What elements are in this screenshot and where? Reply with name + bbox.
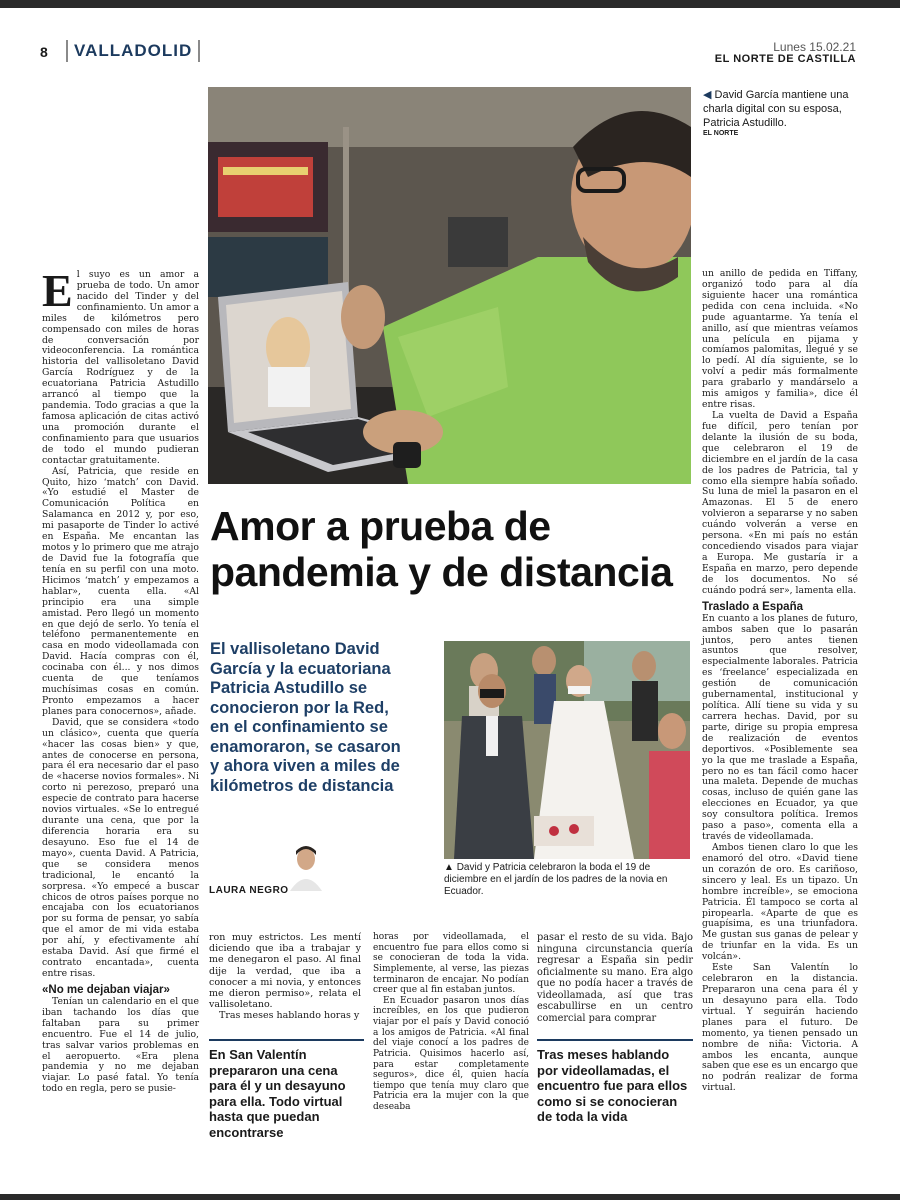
bottom-border xyxy=(0,1194,900,1200)
section-label: VALLADOLID xyxy=(66,40,200,62)
wedding-photo-caption xyxy=(444,862,694,898)
pull-quote: En San Valentín prepararon una cena para él y un desayuno para ella. Todo virtual hasta que puedan encontrarse xyxy=(209,1039,364,1140)
newspaper-name: EL NORTE DE CASTILLA xyxy=(714,53,856,65)
article-paragraph: En cuanto a los planes de futuro, ambos saben que lo pasarán juntos, pero antes tienen asuntos que resolver, especialmente laborales. Patricia es ‘freelance’ especializada en gestión de comunicación gubernamental, institucional y política. Allí tiene su vida y su carrera hechas. David, por su parte, dirige su propia empresa de realización de eventos deportivos. «Posiblemente sea yo la que me traslade a España, pero no es tan fácil como hacer una maleta. Depende de muchas cosas, incluso de quién gane las elecciones en Ecuador, ya que soy consultora política. Iremos paso a paso», comenta ella a través de videollamada. xyxy=(702,612,858,843)
article-column-2 xyxy=(209,932,361,1022)
main-photo xyxy=(208,87,691,484)
article-paragraph: David, que se considera «todo un clásico», cuenta que quería «hacer las cosas bien» y que, antes de conocerse en persona, para él era necesario dar el paso de «hacerse novios formales». Ni corto ni perezoso, preparó una especie de contrato para hacerse novios virtuales. «Se lo entregué durante una cena, que por la diferencia horaria era su desayuno. Eso fue el 14 de mayo», cuenta David. A Patricia, que se considera menos tradicional, le encantó la sorpresa. «Yo empecé a buscar chicos de otros países porque no encajaba con los ecuatorianos por su forma de pensar, yo sabía que el amor de mi vida estaba por ahí, y efectivamente ahí estaba David. Así que firmé el contrato encantada», cuenta entre risas. xyxy=(42,716,199,979)
section-subtitle: Traslado a España xyxy=(702,600,803,613)
wedding-photo xyxy=(444,641,690,859)
article-paragraph: ron muy estrictos. Les mentí diciendo que iba a trabajar y me denegaron el paso. Al final dije la verdad, que iba a conocer a mi novia, y entonces me dieron permiso», relata el vallisoletano. xyxy=(209,932,361,1011)
article-column-5 xyxy=(702,269,858,1094)
main-photo-caption-text: David García mantiene una charla digital con su esposa, Patricia Astudillo. xyxy=(703,89,849,129)
main-photo-caption xyxy=(703,88,863,130)
article-paragraph: La vuelta de David a España fue difícil, pero tenían por delante la ilusión de su boda, que celebraron el 19 de diciembre en el jardín de la casa de los padres de Patricia, tal y como ella siempre había soñado. Su luna de miel la pasaron en el Amazonas. El 5 de enero volvieron a separarse y no saben cuándo volverán a verse en persona. «En mi país no están concediendo visados para viajar a Europa. Me gustaría ir a España en marzo, pero depende de los documentos. No sé cuándo podrá ser», lamenta ella. xyxy=(702,409,858,596)
photo-credit: EL NORTE xyxy=(703,130,739,137)
article-paragraph: Tenían un calendario en el que iban tachando los días que faltaban para su primer encuentro. Fue el 14 de julio, tras salvar varios problemas en el aeropuerto. «Era plena pandemia y no me dejaban viajar. Lo pasé fatal. Yo tenía todo en regla, pero se pusie- xyxy=(42,995,199,1095)
article-paragraph: Tras meses hablando horas y xyxy=(219,1010,360,1022)
wedding-photo-caption-text: David y Patricia celebraron la boda el 19 de diciembre en el jardín de los padres de la novia en Ecuador. xyxy=(444,862,668,897)
section-subtitle: «No me dejaban viajar» xyxy=(42,983,170,996)
page-number: 8 xyxy=(40,44,48,60)
headline: Amor a prueba de pandemia y de distancia xyxy=(210,503,673,595)
article-column-3 xyxy=(373,932,529,1113)
article-paragraph: Así, Patricia, que reside en Quito, hizo ‘match’ con David. «Yo estudié el Master de Comunicación Política en Salamanca en 2012 y, por eso, mi pasaporte de Tinder lo activé en España. Me encantan las motos y lo primero que me atrajo de David fue la fotografía que tenía en su perfil con una moto. Hicimos ‘match’ y empezamos a hablar», cuenta ella. «Al principio era una simple amistad. Pero llegó un momento en que dejó de serlo. Yo tenía el teléfono permanentemente en casa en modo videollamada con David. Hacía compras con él, cocinaba con él... y nos dimos cuenta de que teníamos muchísimas cosas en común. Pronto empezamos a hacer planes para conocernos», añade. xyxy=(42,465,199,717)
issue-date: Lunes 15.02.21 xyxy=(773,40,856,54)
article-column-1 xyxy=(42,265,199,1095)
paragraph-text: l suyo es un amor a prueba de todo. Un amor nacido del Tinder y del confinamiento. Un amor a miles de kilómetros pero compensado con miles de horas de conversación por videoconferencia. La romántica historia del vallisoletano David García Rodríguez y de la ecuatoriana Patricia Astudillo arrancó al tiempo que la pandemia. Todo gracias a que la famosa aplicación de citas activó una promoción durante el confinamiento para que usuarios de todo el mundo pudieran contactar gratuitamente. xyxy=(42,269,199,466)
caption-triangle-icon: ▲ xyxy=(444,862,457,873)
article-paragraph: Este San Valentín lo celebraron en la distancia. Prepararon una cena para él y un desayuno para ella. Todo virtual. Y seguirán haciendo planes para el futuro. De momento, ya tienen pensado un nombre de niña: Victoria. A ambos les encanta, aunque saben que ese es un encargo que no podrán realizar de forma virtual. xyxy=(702,962,858,1094)
caption-arrow-icon: ◀ xyxy=(703,89,712,101)
top-border xyxy=(0,0,900,8)
article-paragraph: Ambos tienen claro lo que les enamoró del otro. «David tiene un corazón de oro. Es cariñoso, sincero y leal. Es un tipazo. Un hombre increíble», se emociona Patricia. Él tampoco se corta al piropearla. «Aparte de que es guapísima, es una triunfadora. Me gustan sus ganas de pelear y de triunfar en la vida. Es un volcán». xyxy=(702,842,858,963)
article-column-4 xyxy=(537,932,693,1024)
author-photo xyxy=(282,843,330,891)
article-paragraph: En Ecuador pasaron unos días increíbles, en los que pudieron viajar por el país y David conoció a los amigos de Patricia. «Al final del viaje conocí a los padres de Patricia. Quisimos hacerlo así, para estar completamente seguros», dice él, quien hacía tiempo que tenía muy claro que Patricia era la mujer con la que deseaba xyxy=(373,995,529,1112)
article-paragraph: un anillo de pedida en Tiffany, organizó todo para al día siguiente hacer una romántica pedida con cena incluida. «No pude aguantarme. Ya tenía el anillo, así que mientras veíamos una película en pijama y comíamos palomitas, llegué y se lo pedí. Al día siguiente, se lo volví a pedir más formalmente para grabarlo y mandárselo a mis amigos y familia», dice él entre risas. xyxy=(702,268,858,411)
author-name: LAURA NEGRO xyxy=(209,885,289,896)
article-paragraph xyxy=(42,265,199,467)
article-paragraph: horas por videollamada, el encuentro fue para ellos como si se conocieran de toda la vida. Simplemente, al verse, las piezas terminaron de encajar. No podían creer que al fin estaban juntos. xyxy=(373,932,529,996)
drop-cap: E xyxy=(42,265,73,316)
article-paragraph: pasar el resto de su vida. Bajo ninguna circunstancia quería regresar a España sin pedir oficialmente su mano. Era algo que no podía hacer a través de videollamada, así que tras escabullirse en un centro comercial para comprar xyxy=(537,932,693,1024)
pull-quote: Tras meses hablando por videollamadas, el encuentro fue para ellos como si se conocieran de toda la vida xyxy=(537,1039,693,1125)
subheadline: El vallisoletano David García y la ecuatoriana Patricia Astudillo se conocieron por la Red, en el confinamiento se enamoraron, se casaron y ahora viven a miles de kilómetros de distancia xyxy=(210,640,401,795)
